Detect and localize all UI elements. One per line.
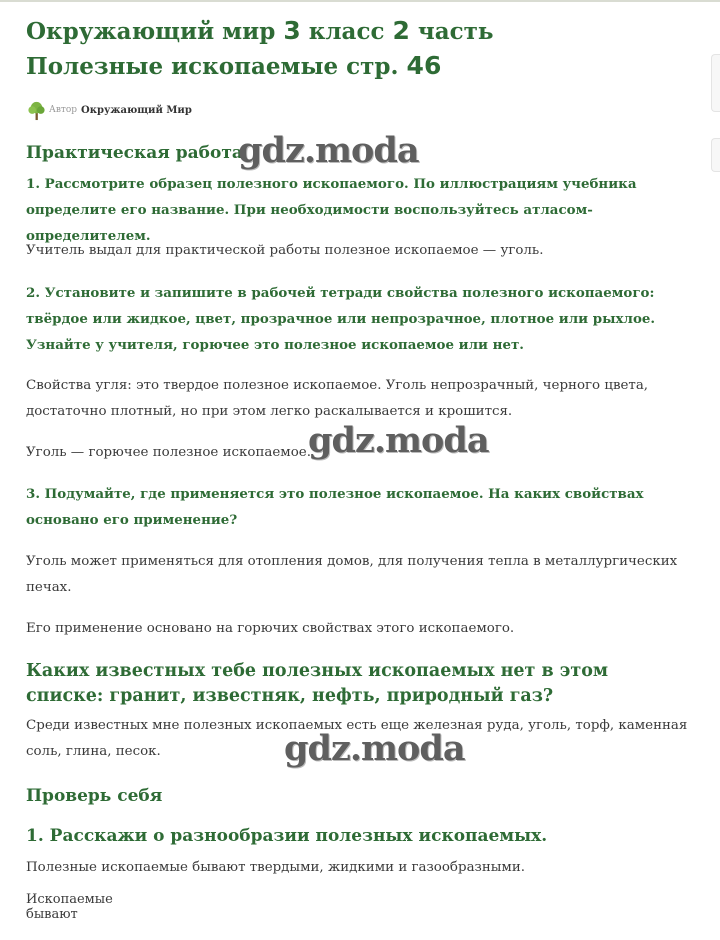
author-label: Автор: [49, 105, 78, 115]
section-heading-tell: 1. Расскажи о разнообразии полезных ископаемых.: [26, 826, 548, 846]
answer-3-basis: Его применение основано на горючих свойствах этого ископаемого.: [26, 621, 515, 636]
side-tab[interactable]: [711, 54, 720, 112]
page-title: Окружающий мир 3 класс 2 часть Полезные ископаемые стр. 46: [26, 16, 494, 80]
watermark: gdz.moda: [284, 728, 465, 769]
question-3: 3. Подумайте, где применяется это полезное ископаемое. На каких свойствах основано его применение?: [26, 486, 644, 528]
top-divider: [0, 0, 720, 2]
watermark: gdz.moda: [238, 130, 419, 171]
answer-3-usage: Уголь может применяться для отопления домов, для получения тепла в металлургических печах.: [26, 554, 678, 595]
answer-1: Учитель выдал для практической работы полезное ископаемое — уголь.: [26, 243, 544, 258]
side-tab[interactable]: [711, 138, 720, 172]
answer-2-combustible: Уголь — горючее полезное ископаемое.: [26, 445, 311, 460]
answer-known: Среди известных мне полезных ископаемых есть еще железная руда, уголь, торф, каменная соль, глина, песок.: [26, 718, 688, 759]
question-2: 2. Установите и запишите в рабочей тетради свойства полезного ископаемого: твёрдое или жидкое, цвет, прозрачное или непрозрачное, плотное или рыхлое. Узнайте у учителя, горючее это полезное ископаемое или нет.: [26, 285, 656, 353]
answer-tell: Полезные ископаемые бывают твердыми, жидкими и газообразными.: [26, 860, 526, 875]
cut-off-line: Ископаемые бывают: [26, 892, 113, 922]
section-heading-check: Проверь себя: [26, 786, 163, 806]
answer-2-properties: Свойства угля: это твердое полезное ископаемое. Уголь непрозрачный, черного цвета, достаточно плотный, но при этом легко раскалывается и крошится.: [26, 378, 649, 419]
tree-icon: [26, 100, 47, 121]
author-name[interactable]: Окружающий Мир: [81, 104, 192, 116]
author-line: [26, 99, 192, 121]
watermark: gdz.moda: [308, 420, 489, 461]
section-heading-known: Каких известных тебе полезных ископаемых нет в этом списке: гранит, известняк, нефть, природный газ?: [26, 661, 609, 706]
section-heading-practical: Практическая работа: [26, 143, 243, 163]
question-1: 1. Рассмотрите образец полезного ископаемого. По иллюстрациям учебника определите его название. При необходимости воспользуйтесь атласом-определителем.: [26, 176, 637, 244]
